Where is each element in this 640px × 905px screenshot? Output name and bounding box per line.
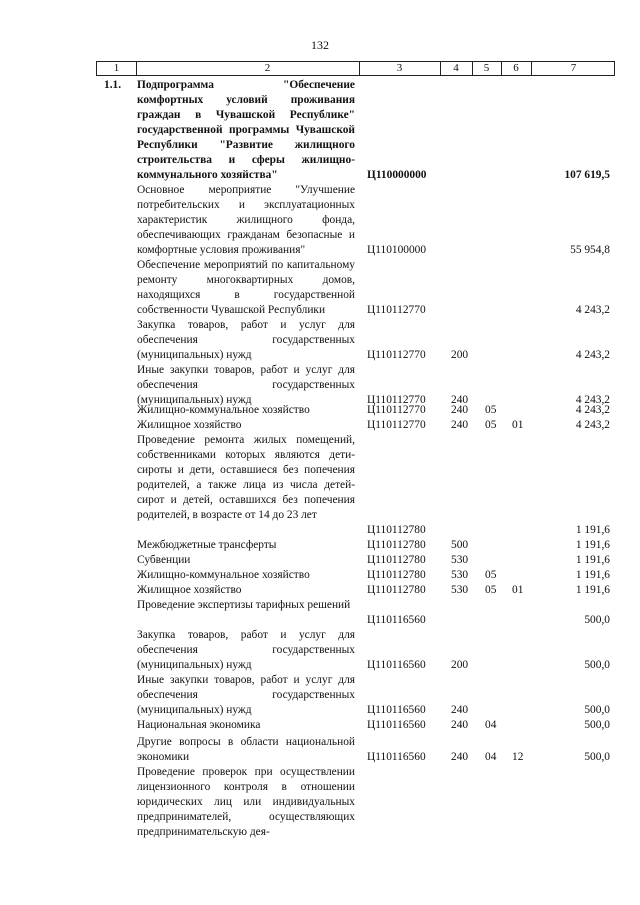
table-row (0, 628, 640, 673)
row-amount: 4 243,2 (575, 349, 610, 361)
row-code: Ц110112780 (367, 554, 426, 566)
row-amount: 107 619,5 (564, 169, 610, 181)
header-col-6: 6 (513, 62, 519, 74)
row-name: Национальная экономика (137, 719, 261, 731)
row-number: 1.1. (104, 79, 122, 91)
row-name: Жилищно-коммунальное хозяйство (137, 404, 310, 416)
table-row (0, 568, 640, 583)
row-amount: 500,0 (584, 614, 610, 626)
row-name: Жилищно-коммунальное хозяйство (137, 569, 310, 581)
row-amount: 500,0 (584, 719, 610, 731)
row-col4: 240 (451, 751, 469, 763)
row-col4: 500 (451, 539, 469, 551)
row-code: Ц110116560 (367, 719, 426, 731)
row-name: Подпрограмма "Обеспечение комфортных условий проживания граждан в Чувашской Республике" государственной программы Чувашской Республики "Развитие жилищного строительства и сферы жилищно-коммунального хозяйства" (137, 79, 355, 181)
table-header (96, 61, 615, 76)
row-col6: 01 (512, 419, 524, 431)
row-col4: 240 (451, 719, 469, 731)
row-code: Ц110112780 (367, 584, 426, 596)
row-col5: 05 (485, 419, 497, 431)
row-code: Ц110116560 (367, 704, 426, 716)
row-col4: 240 (451, 394, 469, 406)
row-code: Ц110112780 (367, 569, 426, 581)
row-col4: 530 (451, 569, 469, 581)
header-col-3: 3 (396, 62, 403, 74)
row-name: Другие вопросы в области национальной экономики (137, 736, 355, 763)
row-name: Жилищное хозяйство (137, 419, 242, 431)
row-col5: 05 (485, 569, 497, 581)
row-col4: 240 (451, 419, 469, 431)
header-col-7: 7 (570, 62, 577, 74)
row-code: Ц110100000 (367, 244, 427, 256)
table-row (0, 318, 640, 363)
row-amount: 1 191,6 (575, 539, 610, 551)
header-col-5: 5 (483, 62, 490, 74)
page-number: 132 (311, 38, 329, 52)
row-amount: 55 954,8 (570, 244, 610, 256)
row-col6: 01 (512, 584, 524, 596)
table-row (0, 765, 640, 840)
row-name: Субвенции (137, 554, 191, 566)
row-amount: 4 243,2 (575, 404, 610, 416)
row-col5: 05 (485, 584, 497, 596)
row-amount: 4 243,2 (575, 304, 610, 316)
table-row (0, 583, 640, 598)
row-code: Ц110112770 (367, 419, 426, 431)
row-code: Ц110112770 (367, 349, 426, 361)
table-row (0, 718, 640, 733)
table-row (0, 538, 640, 553)
row-code: Ц110116560 (367, 751, 426, 763)
row-code: Ц110000000 (367, 169, 427, 181)
table-row (0, 673, 640, 718)
row-name: Проведение проверок при осуществлении лицензионного контроля в отношении юридических лиц или индивидуальных предпринимателей, осуществляющих предпринимательскую дея- (137, 766, 355, 838)
table-row (0, 403, 640, 418)
row-amount: 500,0 (584, 659, 610, 671)
row-amount: 4 243,2 (575, 419, 610, 431)
row-name: Иные закупки товаров, работ и услуг для обеспечения государственных (муниципальных) нужд (137, 364, 355, 406)
row-name: Проведение экспертизы тарифных решений (137, 599, 351, 611)
row-col4: 240 (451, 404, 469, 416)
row-col5: 04 (485, 751, 497, 763)
row-code: Ц110116560 (367, 614, 426, 626)
row-col4: 200 (451, 349, 469, 361)
table-row (0, 418, 640, 433)
table-row (0, 553, 640, 568)
row-name: Иные закупки товаров, работ и услуг для обеспечения государственных (муниципальных) нужд (137, 674, 355, 716)
table-row (0, 433, 640, 538)
header-col-1: 1 (113, 62, 120, 74)
row-col4: 240 (451, 704, 469, 716)
table-row (0, 735, 640, 765)
row-col4: 530 (451, 584, 469, 596)
row-code: Ц110112770 (367, 404, 426, 416)
row-code: Ц110112780 (367, 539, 426, 551)
table-row (0, 78, 640, 183)
table-row (0, 363, 640, 408)
header-col-4: 4 (453, 62, 459, 74)
row-name: Обеспечение мероприятий по капитальному ремонту многоквартирных домов, находящихся в государственной собственности Чувашской Республики (137, 259, 355, 316)
row-code: Ц110112780 (367, 524, 426, 536)
row-amount: 1 191,6 (575, 554, 610, 566)
table-row (0, 183, 640, 258)
row-col4: 530 (451, 554, 469, 566)
row-col4: 200 (451, 659, 469, 671)
row-amount: 500,0 (584, 704, 610, 716)
row-name: Межбюджетные трансферты (137, 539, 277, 551)
row-amount: 1 191,6 (575, 524, 610, 536)
row-col6: 12 (512, 751, 524, 763)
row-amount: 4 243,2 (575, 394, 610, 406)
table-row (0, 258, 640, 318)
row-code: Ц110112770 (367, 394, 426, 406)
row-code: Ц110116560 (367, 659, 426, 671)
row-name: Закупка товаров, работ и услуг для обеспечения государственных (муниципальных) нужд (137, 629, 355, 671)
table-row (0, 598, 640, 628)
row-name: Закупка товаров, работ и услуг для обеспечения государственных (муниципальных) нужд (137, 319, 355, 361)
row-name: Основное мероприятие "Улучшение потребительских и эксплуатационных характеристик жилищного фонда, обеспечивающих гражданам безопасные и комфортные условия проживания" (137, 184, 355, 256)
header-col-2: 2 (264, 62, 271, 74)
row-amount: 500,0 (584, 751, 610, 763)
row-name: Проведение ремонта жилых помещений, собственниками которых являются дети-сироты и дети, оставшиеся без попечения родителей, а также лица из числа детей-сирот и детей, оставшихся без попечения родителей, в возрасте от 14 до 23 лет (137, 434, 355, 521)
row-name: Жилищное хозяйство (137, 584, 242, 596)
row-col5: 04 (485, 719, 497, 731)
row-amount: 1 191,6 (575, 569, 610, 581)
row-amount: 1 191,6 (575, 584, 610, 596)
row-col5: 05 (485, 404, 497, 416)
row-code: Ц110112770 (367, 304, 426, 316)
